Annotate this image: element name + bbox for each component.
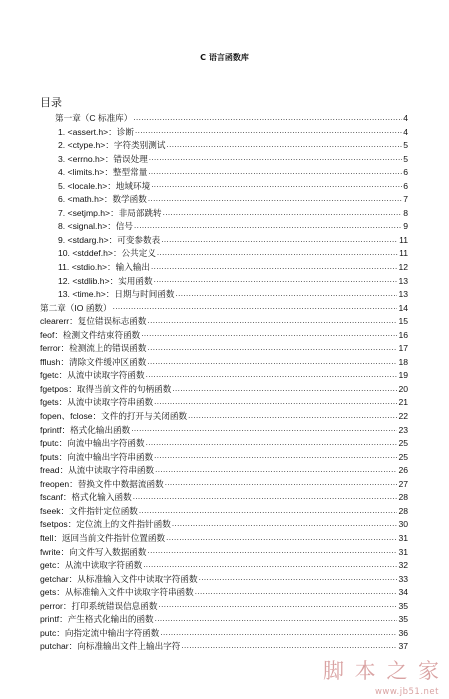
toc-entry[interactable]: [0, 559, 449, 573]
toc-leader-dots: [199, 573, 398, 586]
toc-entry-label: 4. <limits.h>：整型常量: [58, 167, 148, 178]
toc-leader-dots: [160, 627, 397, 640]
toc-page-number: 18: [398, 356, 408, 367]
toc-leader-dots: [158, 600, 397, 613]
toc-entry[interactable]: [0, 627, 449, 641]
toc-entry-label: 1. <assert.h>：诊断: [58, 126, 134, 137]
toc-entry-label: feof：检测文件结束符函数: [40, 329, 141, 340]
toc-page-number: 11: [399, 248, 408, 259]
toc-entry[interactable]: [0, 247, 449, 261]
toc-entry-label: ftell：返回当前文件指针位置函数: [40, 532, 166, 543]
toc-entry-label: fputc：向流中输出字符函数: [40, 438, 145, 449]
toc-page-number: 36: [398, 627, 408, 638]
toc-leader-dots: [154, 275, 398, 288]
table-of-contents: [0, 112, 449, 654]
toc-page-number: 11: [399, 234, 408, 245]
toc-entry[interactable]: [0, 573, 449, 587]
toc-entry[interactable]: [0, 356, 449, 370]
toc-entry[interactable]: [0, 518, 449, 532]
toc-entry-label: 第一章（C 标准库）: [55, 113, 133, 123]
toc-entry-label: fwrite：向文件写入数据函数: [40, 546, 147, 557]
toc-leader-dots: [148, 166, 402, 179]
toc-entry-label: gets：从标准输入文件中读取字符串函数: [40, 587, 194, 598]
toc-entry-label: 6. <math.h>：数学函数: [58, 194, 147, 205]
toc-leader-dots: [166, 532, 397, 545]
toc-leader-dots: [154, 451, 397, 464]
toc-entry-label: 12. <stdlib.h>：实用函数: [58, 275, 153, 286]
toc-entry[interactable]: [0, 302, 449, 316]
toc-page-number: 30: [398, 519, 408, 530]
toc-entry[interactable]: [0, 586, 449, 600]
toc-page-number: 14: [398, 302, 408, 313]
toc-entry[interactable]: [0, 424, 449, 438]
toc-leader-dots: [133, 492, 398, 505]
toc-entry-label: putc：向指定流中输出字符函数: [40, 627, 160, 638]
toc-page-number: 27: [398, 478, 408, 489]
toc-leader-dots: [149, 153, 402, 166]
toc-leader-dots: [131, 424, 397, 437]
toc-entry[interactable]: [0, 451, 449, 465]
toc-entry-label: printf：产生格式化输出的函数: [40, 614, 154, 625]
watermark-url: www.jb51.net: [374, 687, 439, 697]
toc-entry[interactable]: [0, 600, 449, 614]
toc-entry-label: fgets：从流中读取字符串函数: [40, 397, 154, 408]
toc-leader-dots: [157, 248, 398, 261]
toc-page-number: 7: [403, 194, 408, 205]
toc-entry-label: fgetpos：取得当前文件的句柄函数: [40, 383, 172, 394]
toc-page-number: 28: [398, 492, 408, 503]
toc-entry-label: 8. <signal.h>：信号: [58, 221, 133, 232]
toc-leader-dots: [181, 641, 397, 654]
toc-page-number: 5: [403, 140, 408, 151]
toc-page-number: 31: [398, 546, 408, 557]
toc-page-number: 15: [398, 316, 408, 327]
toc-page-number: 13: [398, 275, 408, 286]
toc-page-number: 33: [398, 573, 408, 584]
toc-page-number: 9: [403, 221, 408, 232]
toc-entry-label: getchar：从标准输入文件中读取字符函数: [40, 573, 198, 584]
toc-leader-dots: [146, 370, 398, 383]
toc-leader-dots: [172, 383, 397, 396]
toc-entry-label: 3. <errno.h>：错误处理: [58, 153, 148, 164]
toc-entry[interactable]: [0, 383, 449, 397]
toc-entry-label: fscanf：格式化输入函数: [40, 492, 132, 503]
toc-entry-label: 5. <locale.h>：地域环境: [58, 180, 151, 191]
toc-leader-dots: [151, 261, 397, 274]
toc-page-number: 31: [398, 532, 408, 543]
toc-entry-label: 第二章（IO 函数）: [40, 302, 112, 313]
toc-leader-dots: [133, 112, 402, 125]
toc-leader-dots: [147, 356, 397, 369]
toc-entry-label: fseek：文件指针定位函数: [40, 505, 138, 516]
toc-leader-dots: [172, 519, 398, 532]
toc-entry[interactable]: [0, 180, 449, 194]
toc-leader-dots: [154, 397, 397, 410]
toc-entry[interactable]: [0, 112, 449, 126]
toc-page-number: 6: [403, 167, 408, 178]
toc-entry[interactable]: [0, 410, 449, 424]
toc-entry[interactable]: [0, 166, 449, 180]
toc-leader-dots: [147, 315, 397, 328]
toc-page-number: 25: [398, 451, 408, 462]
toc-entry[interactable]: [0, 613, 449, 627]
toc-entry[interactable]: [0, 275, 449, 289]
toc-entry-label: 9. <stdarg.h>：可变参数表: [58, 234, 161, 245]
toc-entry[interactable]: [0, 315, 449, 329]
toc-entry[interactable]: [0, 342, 449, 356]
toc-page-number: 4: [403, 113, 408, 123]
toc-entry-label: fread：从流中读取字符串函数: [40, 465, 155, 476]
toc-leader-dots: [166, 139, 402, 152]
toc-page-number: 32: [398, 560, 408, 571]
toc-leader-dots: [143, 559, 397, 572]
toc-entry[interactable]: [0, 126, 449, 140]
toc-page-number: 20: [398, 383, 408, 394]
toc-leader-dots: [155, 464, 397, 477]
toc-leader-dots: [151, 180, 402, 193]
toc-leader-dots: [146, 437, 398, 450]
toc-page-number: 13: [398, 289, 408, 300]
toc-page-number: 37: [398, 641, 408, 652]
toc-entry-label: freopen：替换文件中数据流函数: [40, 478, 164, 489]
toc-entry[interactable]: [0, 220, 449, 234]
toc-page-number: 23: [398, 424, 408, 435]
toc-entry[interactable]: [0, 139, 449, 153]
toc-entry-label: fsetpos：定位流上的文件指针函数: [40, 519, 171, 530]
toc-leader-dots: [148, 194, 402, 207]
toc-entry[interactable]: [0, 396, 449, 410]
toc-leader-dots: [139, 505, 398, 518]
toc-leader-dots: [147, 546, 397, 559]
toc-leader-dots: [155, 614, 398, 627]
toc-entry[interactable]: [0, 369, 449, 383]
toc-page-number: 22: [398, 411, 408, 422]
toc-entry-label: 11. <stdio.h>：输入输出: [58, 262, 151, 273]
toc-leader-dots: [188, 410, 397, 423]
toc-entry[interactable]: [0, 193, 449, 207]
toc-page-number: 17: [398, 343, 408, 354]
toc-page-number: 4: [403, 126, 408, 137]
toc-page-number: 19: [398, 370, 408, 381]
toc-entry[interactable]: [0, 207, 449, 221]
toc-entry[interactable]: [0, 153, 449, 167]
toc-entry[interactable]: [0, 288, 449, 302]
toc-leader-dots: [147, 343, 397, 356]
toc-page-number: 12: [398, 262, 408, 273]
toc-page-number: 5: [403, 153, 408, 164]
toc-entry-label: 10. <stddef.h>：公共定义: [58, 248, 156, 259]
toc-entry-label: 13. <time.h>：日期与时间函数: [58, 289, 175, 300]
toc-entry[interactable]: [0, 478, 449, 492]
toc-page-number: 35: [398, 600, 408, 611]
toc-heading: 目录: [40, 96, 62, 109]
toc-entry-label: fgetc：从流中读取字符函数: [40, 370, 145, 381]
toc-entry-label: fflush：清除文件缓冲区函数: [40, 356, 147, 367]
toc-entry-label: putchar：向标准输出文件上输出字符: [40, 641, 181, 652]
toc-entry-label: 2. <ctype.h>：字符类别测试: [58, 140, 166, 151]
toc-entry-label: fputs：向流中输出字符串函数: [40, 451, 154, 462]
toc-leader-dots: [195, 586, 398, 599]
toc-page-number: 8: [403, 207, 408, 218]
toc-leader-dots: [135, 126, 402, 139]
toc-entry-label: perror：打印系统错误信息函数: [40, 600, 158, 611]
toc-entry-label: 7. <setjmp.h>：非局部跳转: [58, 207, 162, 218]
toc-leader-dots: [161, 234, 398, 247]
toc-entry[interactable]: [0, 532, 449, 546]
toc-entry-label: ferror：检测流上的错误函数: [40, 343, 147, 354]
toc-entry[interactable]: [0, 234, 449, 248]
toc-entry[interactable]: [0, 329, 449, 343]
toc-entry[interactable]: [0, 437, 449, 451]
toc-leader-dots: [134, 221, 402, 234]
toc-leader-dots: [113, 302, 398, 315]
document-title: C 语言函数库: [200, 53, 249, 62]
watermark-logo-text: 脚 本 之 家: [322, 659, 441, 683]
toc-entry[interactable]: [0, 640, 449, 654]
toc-entry-label: getc：从流中读取字符函数: [40, 560, 143, 571]
toc-page-number: 34: [398, 587, 408, 598]
toc-entry[interactable]: [0, 491, 449, 505]
toc-leader-dots: [165, 478, 398, 491]
toc-page-number: 16: [398, 329, 408, 340]
toc-page-number: 6: [403, 180, 408, 191]
toc-page-number: 28: [398, 505, 408, 516]
toc-page-number: 35: [398, 614, 408, 625]
toc-entry[interactable]: [0, 464, 449, 478]
toc-entry-label: fopen、fclose：文件的打开与关闭函数: [40, 411, 188, 422]
toc-entry[interactable]: [0, 546, 449, 560]
toc-page-number: 21: [398, 397, 408, 408]
toc-entry[interactable]: [0, 505, 449, 519]
toc-page-number: 25: [398, 438, 408, 449]
toc-page-number: 26: [398, 465, 408, 476]
toc-entry-label: fprintf：格式化输出函数: [40, 424, 131, 435]
toc-leader-dots: [163, 207, 403, 220]
toc-entry[interactable]: [0, 261, 449, 275]
toc-leader-dots: [141, 329, 397, 342]
toc-entry-label: clearerr：复位错误标志函数: [40, 316, 147, 327]
toc-leader-dots: [176, 288, 398, 301]
